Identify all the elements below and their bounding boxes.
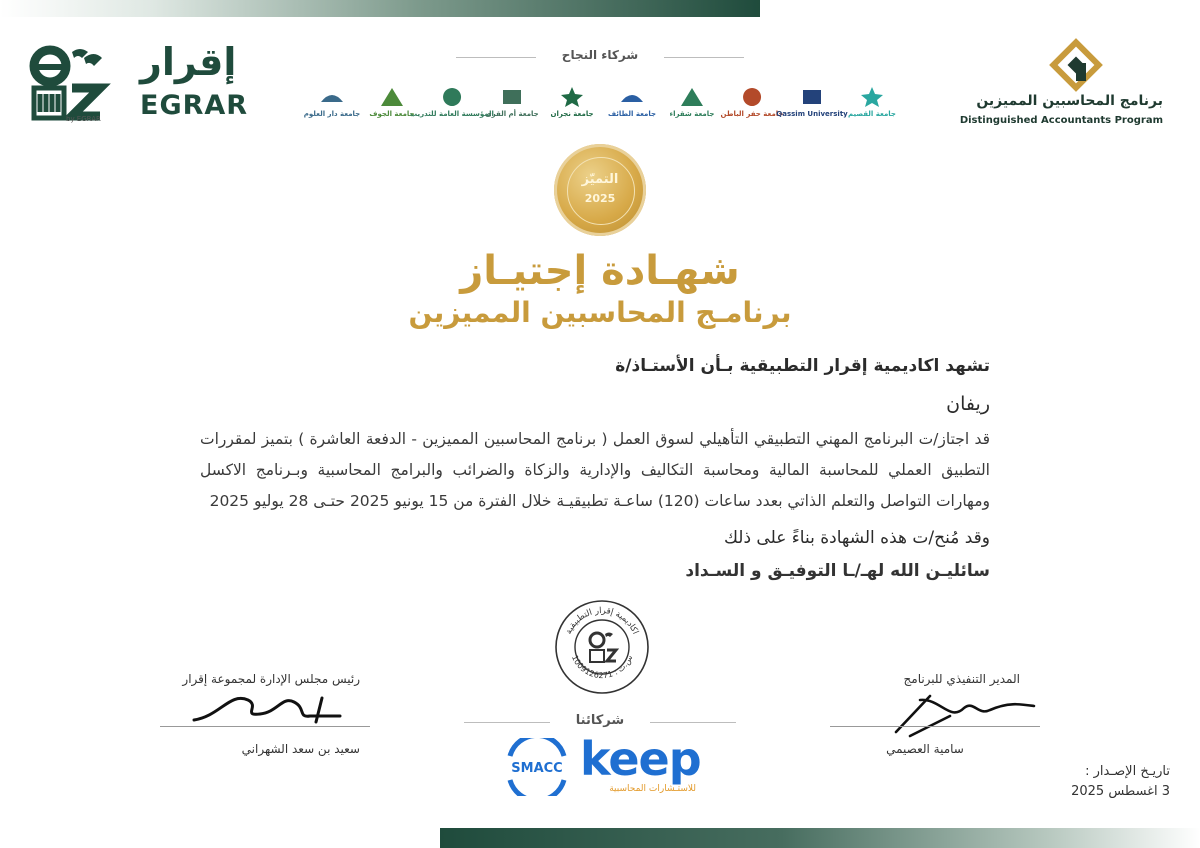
university-logo — [776, 76, 848, 128]
left-signature-line — [160, 726, 370, 727]
right-signatory-title: المدير التنفيذي للبرنامج — [903, 672, 1020, 686]
university-logos-row — [302, 76, 902, 128]
medal-title: التميّز — [581, 172, 619, 187]
top-decorative-bar — [0, 0, 760, 17]
partners-divider-left — [456, 57, 536, 58]
egrar-mark-icon — [28, 44, 138, 124]
svg-text:س.ت : 1009126271 — [570, 653, 635, 680]
academy-stamp — [553, 598, 651, 696]
university-emblem-icon — [499, 86, 525, 108]
university-logo — [410, 76, 494, 128]
right-signatory-name: سامية العصيمي — [886, 742, 964, 756]
our-partners-divider-left — [464, 722, 550, 723]
university-logo — [602, 76, 662, 128]
university-emblem-icon — [859, 86, 885, 108]
certificate-subtitle: برنامـج المحاسبين المميزين — [408, 296, 792, 329]
left-signatory-name: سعيد بن سعد الشهراني — [241, 742, 360, 756]
certificate-paragraph: قد اجتاز/ت البرنامج المهني التطبيقي التأهيلي لسوق العمل ( برنامج المحاسبين المميزين - الدفعة العاشرة ) بتميز لمقررات التطبيق العملي للمحاسبة المالية ومحاسبة التكاليف والإدارية والزكاة والضرائب والبرامج المحاسبية وبـرنامج الاكسل ومهارات التواصل والتعلم الذاتي بعدد ساعات (120) ساعـة تطبيقيـة خلال الفترة من 15 يونيو 2025 حتـى 28 يوليو 2025 — [200, 430, 990, 510]
university-emblem-icon — [679, 86, 705, 108]
university-logo — [722, 76, 782, 128]
egrar-arabic-name: إقرار — [140, 40, 237, 84]
egrar-english-name: EGRAR — [140, 90, 249, 121]
smacc-label: SMACC — [511, 761, 563, 776]
smacc-logo — [502, 738, 572, 796]
granted-line: وقد مُنح/ت هذه الشهادة بناءً على ذلك — [723, 528, 990, 548]
university-logo — [842, 76, 902, 128]
university-name: جامعة القصيم — [848, 110, 896, 118]
right-signature-icon — [890, 688, 1040, 738]
university-name: جامعة حفر الباطن — [720, 110, 784, 118]
university-logo — [662, 76, 722, 128]
stamp-number: س.ت : 1009126271 — [569, 653, 635, 681]
keep-wordmark: keep — [580, 732, 701, 786]
smacc-ring-icon — [502, 738, 572, 796]
issue-date-value: 3 اغسطس 2025 — [1071, 784, 1170, 799]
university-name: جامعة أم القرى — [485, 110, 539, 118]
certificate-title: شهـادة إجتيـاز — [460, 248, 740, 294]
university-name: Qassim University — [776, 110, 848, 118]
university-name: جامعة دار العلوم — [303, 110, 361, 118]
excellence-medal — [554, 144, 646, 236]
left-signature-icon — [190, 686, 360, 730]
university-emblem-icon — [619, 86, 645, 108]
university-logo — [302, 76, 362, 128]
medal-inner-ring — [567, 157, 635, 225]
right-signature-line — [830, 726, 1040, 727]
program-english-name: Distinguished Accountants Program — [959, 115, 1163, 126]
university-emblem-icon — [799, 86, 825, 108]
university-name: المؤسسة العامة للتدريب — [410, 110, 494, 118]
stamp-seal-icon — [553, 598, 651, 696]
university-emblem-icon — [739, 86, 765, 108]
program-logo — [960, 35, 1175, 130]
stamp-arc-text: اكاديمية إقرار التطبيقية — [563, 605, 641, 636]
success-partners-title: شركاء النجاح — [561, 48, 639, 62]
keep-subtitle: للاستـشارات المحاسبية — [609, 784, 696, 794]
program-mark-icon — [1048, 37, 1104, 93]
left-signatory-title: رئيس مجلس الإدارة لمجموعة إقرار — [182, 672, 360, 686]
wish-line: سائليـن الله لهـ/ـا التوفيـق و السـداد — [685, 561, 990, 581]
partners-divider-right — [664, 57, 744, 58]
university-name: جامعة شقراء — [669, 110, 715, 118]
university-emblem-icon — [379, 86, 405, 108]
university-emblem-icon — [559, 86, 585, 108]
our-partners-title: شركائنا — [575, 713, 625, 728]
university-emblem-icon — [319, 86, 345, 108]
our-partners-divider-right — [650, 722, 736, 723]
bottom-decorative-bar — [440, 828, 1200, 848]
university-name: جامعة نجران — [550, 110, 594, 118]
attestation-line: تشهد اكاديمية إقرار التطبيقية بـأن الأستـاذ/ة — [615, 356, 990, 376]
university-logo — [362, 76, 422, 128]
egrar-logo — [28, 40, 249, 130]
issue-date-label: تاريـخ الإصـدار : — [1085, 764, 1170, 779]
university-name: جامعة الجوف — [369, 110, 415, 118]
university-logo — [482, 76, 542, 128]
university-name: جامعة الطائف — [607, 110, 657, 118]
medal-year: 2025 — [584, 192, 616, 205]
recipient-name: ريفان — [946, 393, 990, 415]
egrar-by-label: by EGRAR — [66, 115, 101, 123]
university-logo — [542, 76, 602, 128]
program-arabic-name: برنامج المحاسبين المميزين — [976, 93, 1163, 109]
keep-logo — [580, 732, 701, 796]
university-emblem-icon — [439, 86, 465, 108]
